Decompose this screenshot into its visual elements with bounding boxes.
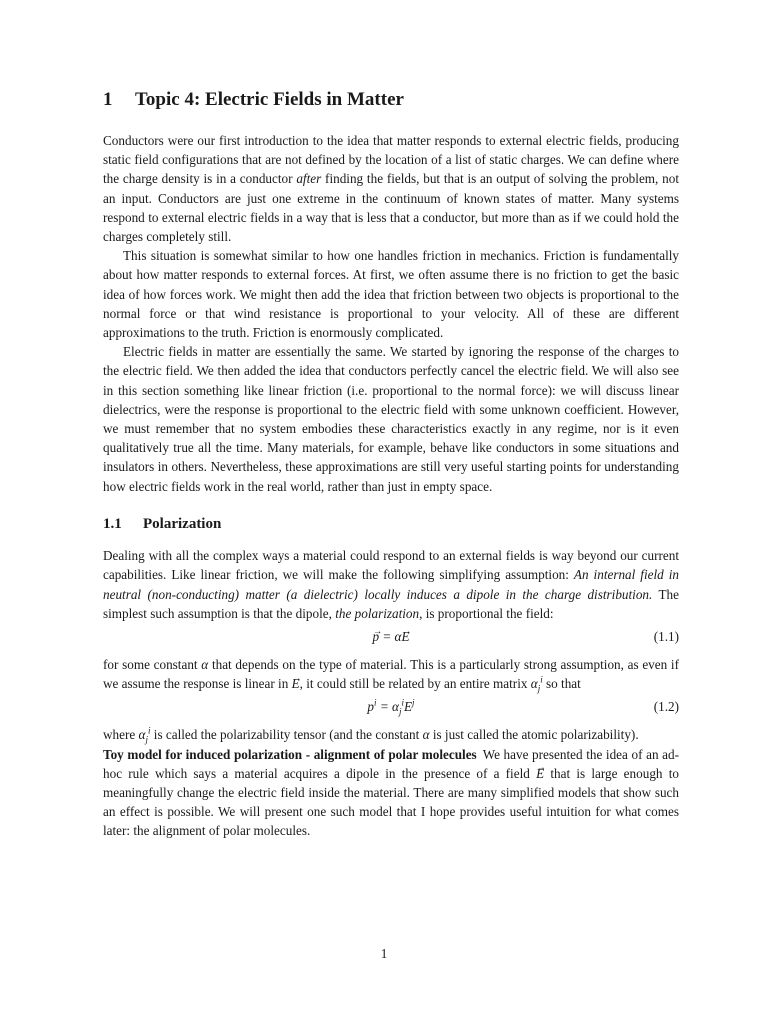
paragraph-fields-in-matter: Electric fields in matter are essentially the same. We started by ignoring the response of the charges to the electric field. We then added the idea that conductors perfectly cancel the electric field. We will also see in this section something like linear friction (i.e. proportional to the normal force): we will discuss linear dielectrics, were the response is proportional to the electric field with some unknown coefficient. However, we must remember that no system embodies these characteristics exactly in any regime, nor is it even qualitatively true all the time. Many materials, for example, behave like conductors in some situations and insulators in others. Nevertheless, these approximations are still very useful starting points for understanding how electric fields work in the real world, rather than just in empty space. [103,344,679,494]
equation-number: (1.1) [653,629,679,645]
vector-p: → p [372,625,379,649]
subsection-number: 1.1 [103,515,122,532]
math-subscript: j [537,683,541,694]
subsection-title: Polarization [143,515,222,532]
math-symbol: E [403,699,413,715]
equation-body [103,625,679,649]
math-superscript: i [147,726,151,737]
vector-E: → E [536,764,544,783]
math-symbol: α [422,727,430,743]
equation-1-1 [103,625,679,649]
paragraph-text: , it could still be related by an entire matrix [299,676,531,692]
vector-E: → E [401,625,409,649]
page-number: 1 [380,946,388,961]
equation-operator: = α [376,699,399,715]
page-content [103,90,679,841]
equation-body [103,695,679,719]
paragraph-polarizability-tensor [103,725,679,744]
math-symbol: p [367,699,375,715]
math-symbol: α [201,657,209,673]
math-symbol: α [138,727,146,743]
paragraph-conductors [103,131,679,246]
paragraph-polarization-intro [103,546,679,623]
paragraph-text: is called the polarizability tensor (and the constant [150,727,423,743]
emphasis-text: after [296,171,322,187]
math-subscript: j [398,707,402,718]
paragraph-text: that depends on the type of material. This is a particularly strong assumption, as even if we assume the response is linear in [103,657,679,692]
paragraph-text: , is proportional the field: [419,605,554,621]
emphasis-text: the polarization [335,605,420,621]
paragraph-friction: This situation is somewhat similar to how one handles friction in mechanics. Friction is fundamentally about how matter responds to external forces. At first, we often assume there is no friction to get the basic idea of how forces work. We might then add the idea that friction between two objects is proportional to the normal force or that wind resistance is proportional to your velocity. All of these are different approximations to the truth. Friction is enormously complicated. [103,248,679,340]
equation-number: (1.2) [653,699,679,715]
paragraph-toy-model [103,745,679,841]
paragraph-title: Toy model for induced polarization - alignment of polar molecules [103,746,477,762]
paragraph-linear-response [103,655,679,693]
paragraph-text: Conductors were our first introduction to the idea that matter responds to external electric fields, producing static field configurations that are not defined by the location of a list of static charges. We can define where the charge density is in a conductor [103,132,679,187]
paragraph-text: is just called the atomic polarizability). [429,727,639,743]
math-superscript: i [374,698,377,709]
math-subscript: j [145,735,148,746]
vector-E: → E [292,674,300,693]
section-heading [103,90,679,111]
paragraph-text: that is large enough to meaningfully change the electric field inside the material. There are many simplified models that show such an effect is possible. We will present one such model that I hope provides useful intuition for what comes later: the alignment of polar molecules. [103,765,679,839]
paragraph-text: where [103,727,139,743]
math-superscript: i [401,698,404,709]
subsection-heading [103,516,679,533]
math-superscript: i [540,674,543,685]
section-title: Topic 4: Electric Fields in Matter [135,89,404,110]
math-symbol: α [530,676,538,692]
paragraph-text: We have presented the idea of an ad-hoc rule which says a material acquires a dipole in the presence of a field [103,746,679,781]
emphasis-text: An internal field in neutral (non-conducting) matter (a dielectric) locally induces a dipole in the charge distribution. [103,567,679,602]
section-number: 1 [103,89,113,110]
paragraph-text: finding the fields, but that is an output of solving the problem, not an input. Conductors are just one extreme in the continuum of known states of matter. Many systems respond to external electric fields in a way that is less that a conductor, but more than as if we could hold the charges completely still. [103,171,679,244]
paragraph-text: Dealing with all the complex ways a material could respond to an external fields is way beyond our current capabilities. Like linear friction, we will make the following simplifying assumption: [103,548,679,583]
paragraph-text: The simplest such assumption is that the dipole, [103,586,679,621]
paragraph-text: for some constant [103,657,202,673]
paragraph-text: so that [542,676,581,692]
equation-1-2 [103,695,679,719]
math-superscript: j [412,698,415,709]
equation-operator: = α [379,629,402,645]
